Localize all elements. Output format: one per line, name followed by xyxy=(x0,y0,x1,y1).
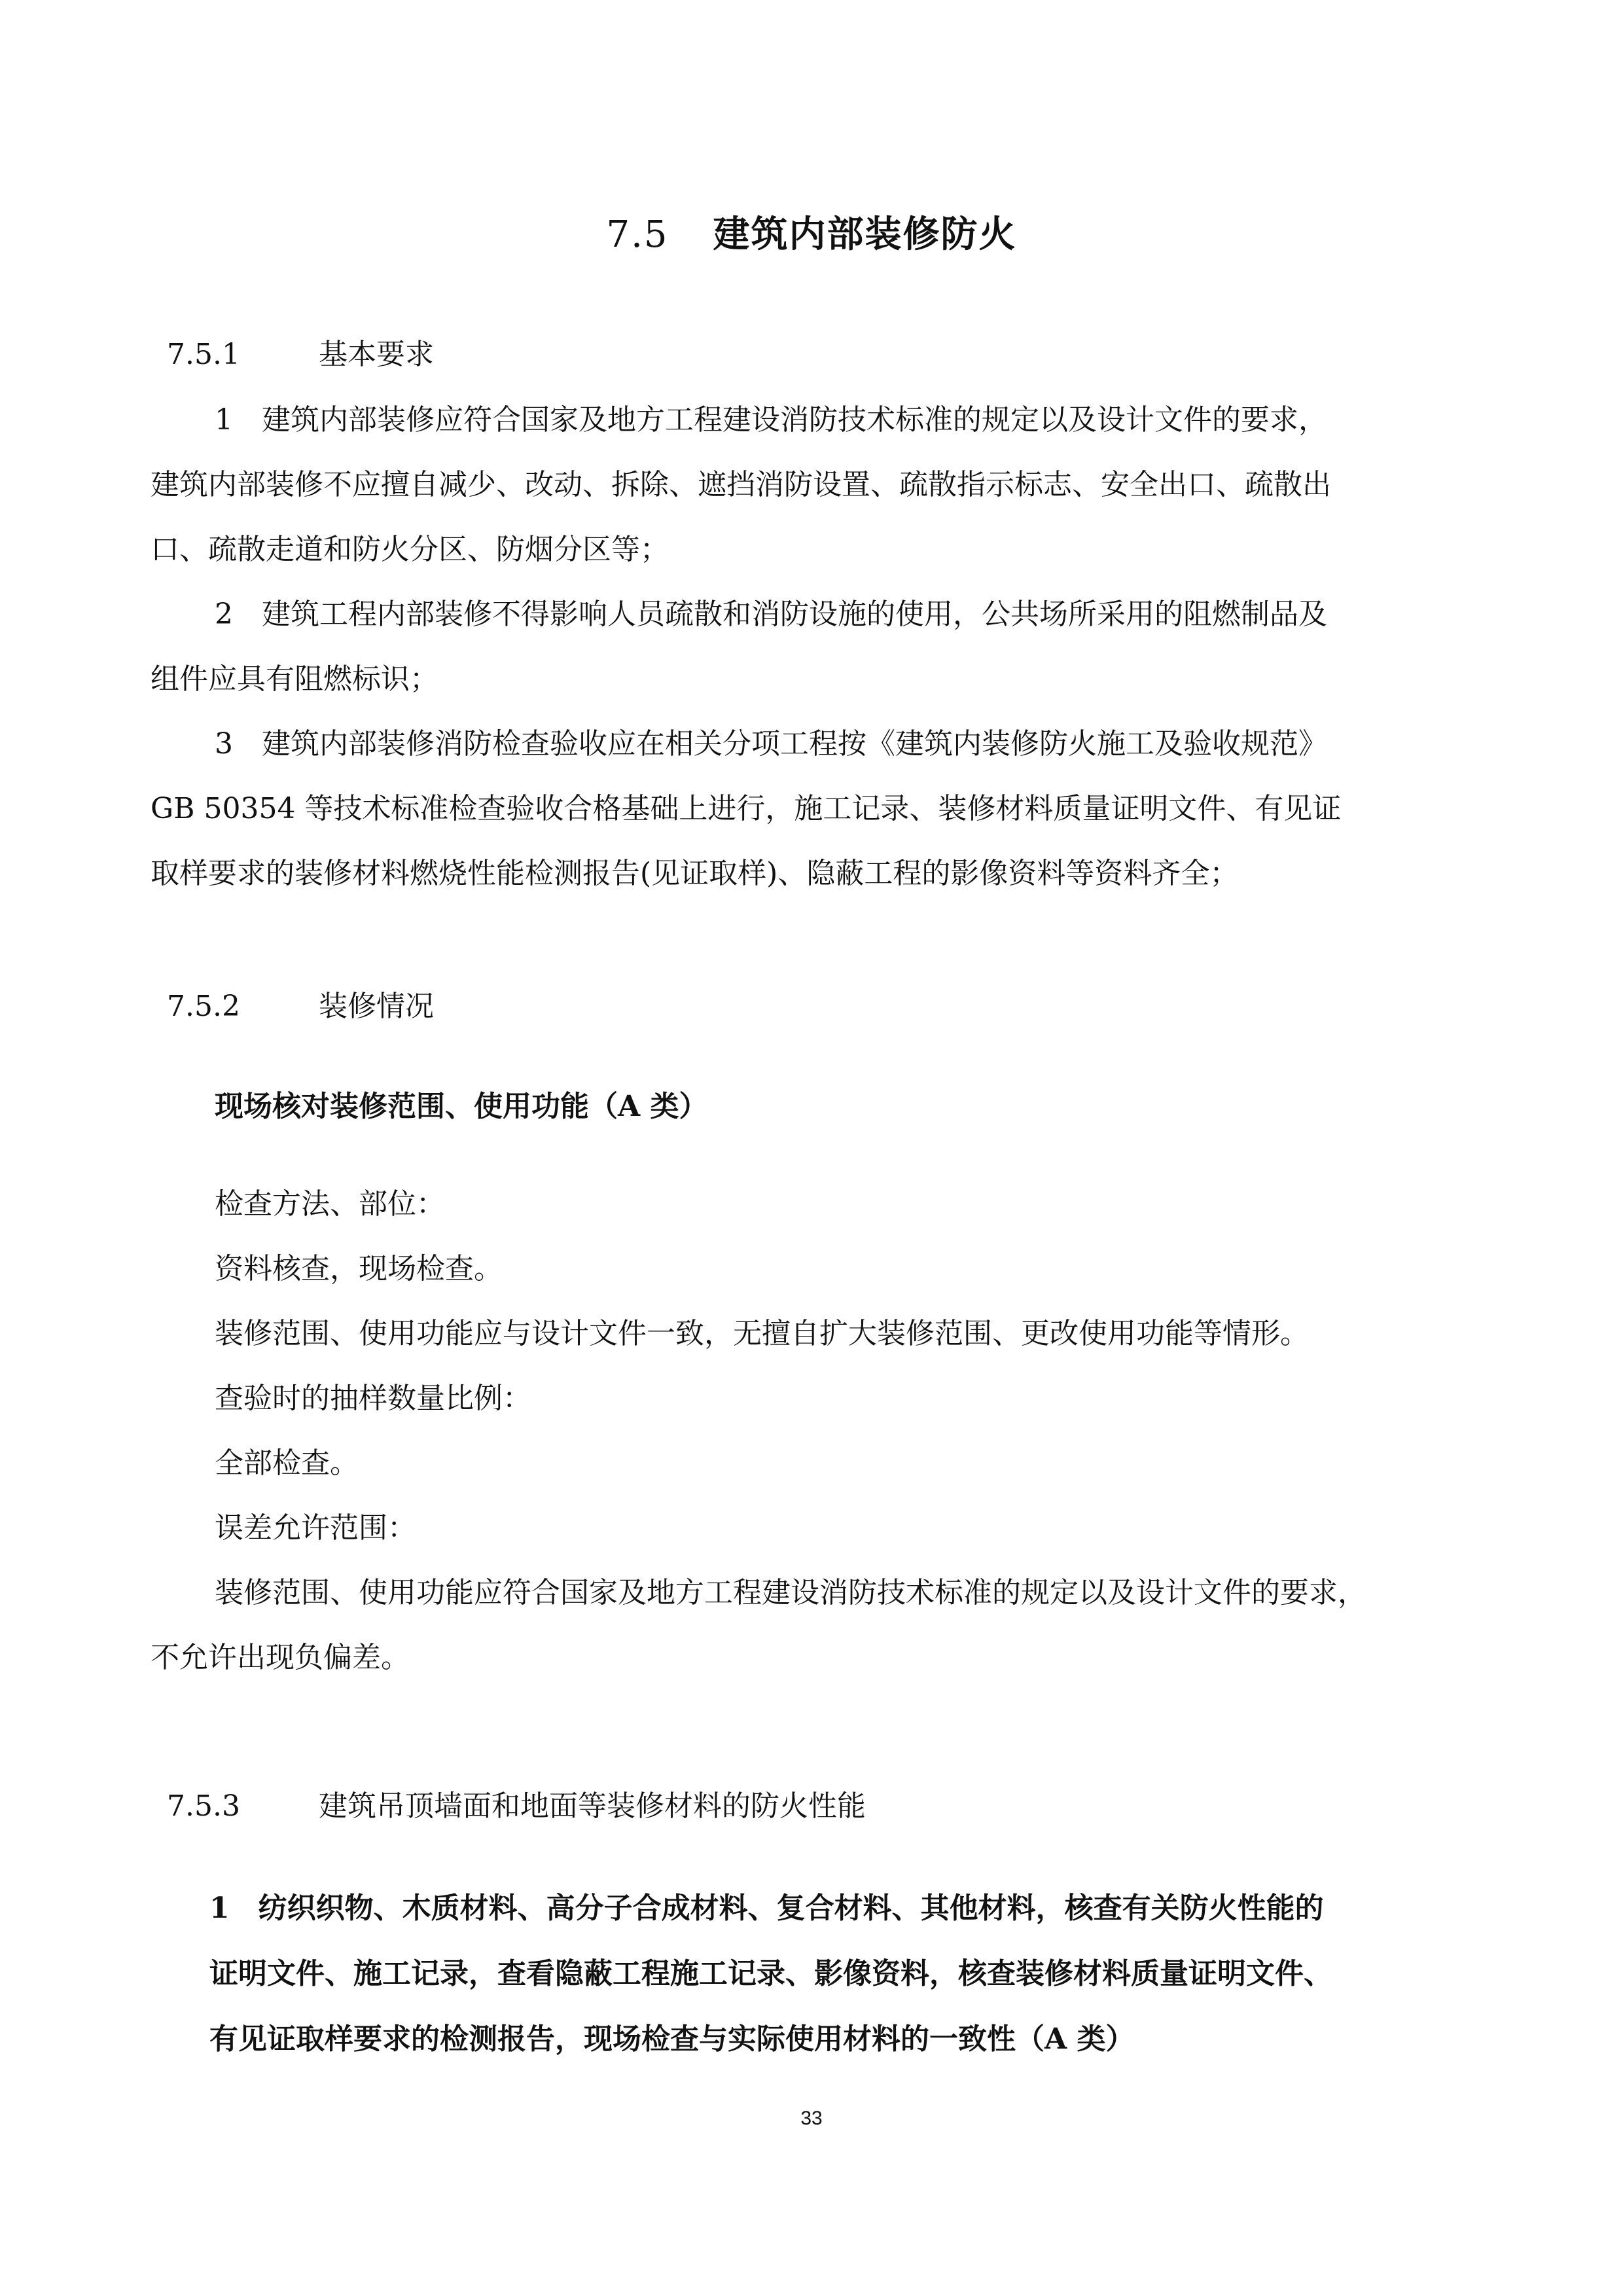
s751-p3-line3: 取样要求的装修材料燃烧性能检测报告(见证取样)、隐蔽工程的影像资料等资料齐全； xyxy=(151,857,1239,890)
s752-line: 误差允许范围： xyxy=(215,1511,416,1545)
s751-p2-line2: 组件应具有阻燃标识； xyxy=(151,662,438,696)
s752-line: 不允许出现负偏差。 xyxy=(151,1641,410,1674)
s752-line: 检查方法、部位： xyxy=(215,1187,445,1221)
s752-line: 装修范围、使用功能应与设计文件一致，无擅自扩大装修范围、更改使用功能等情形。 xyxy=(215,1317,1309,1350)
s751-p1-line3: 口、疏散走道和防火分区、防烟分区等； xyxy=(151,533,669,566)
section-title xyxy=(0,208,1623,261)
s753-item1 xyxy=(209,1876,1332,2072)
s753-item1-line3: 有见证取样要求的检测报告，现场检查与实际使用材料的一致性（A 类） xyxy=(209,2022,1135,2056)
section-title-text: 建筑内部装修防火 xyxy=(713,213,1017,256)
subsection-heading-751 xyxy=(167,335,434,374)
section-number: 7.5 xyxy=(606,213,669,256)
s753-item1-line1: 1 纺织织物、木质材料、高分子合成材料、复合材料、其他材料，核查有关防火性能的 xyxy=(209,1892,1324,1925)
s752-check-item: 现场核对装修范围、使用功能（A 类） xyxy=(215,1090,708,1123)
s751-body xyxy=(151,387,1341,906)
subsection-title: 装修情况 xyxy=(319,990,434,1023)
s751-p3-line2: GB 50354 等技术标准检查验收合格基础上进行，施工记录、装修材料质量证明文件、有见证 xyxy=(151,792,1342,825)
subsection-heading-752 xyxy=(167,987,434,1026)
s752-line: 资料核查，现场检查。 xyxy=(215,1252,503,1285)
subsection-title: 建筑吊顶墙面和地面等装修材料的防火性能 xyxy=(319,1789,866,1823)
s752-line: 查验时的抽样数量比例： xyxy=(215,1382,531,1415)
s752-line: 全部检查。 xyxy=(215,1446,359,1480)
subsection-number: 7.5.1 xyxy=(167,338,240,371)
s752-body xyxy=(215,1172,1366,1625)
subsection-number: 7.5.2 xyxy=(167,990,240,1023)
s751-p1-line2: 建筑内部装修不应擅自减少、改动、拆除、遮挡消防设置、疏散指示标志、安全出口、疏散出 xyxy=(151,468,1331,501)
s751-p3-line1: 3 建筑内部装修消防检查验收应在相关分项工程按《建筑内装修防火施工及验收规范》 xyxy=(215,727,1327,761)
s751-p1-line1: 1 建筑内部装修应符合国家及地方工程建设消防技术标准的规定以及设计文件的要求， xyxy=(215,403,1327,437)
s753-item1-line2: 证明文件、施工记录，查看隐蔽工程施工记录、影像资料，核查装修材料质量证明文件、 xyxy=(209,1957,1332,1990)
s752-last-line xyxy=(151,1625,410,1690)
page-number: 33 xyxy=(800,2108,823,2129)
subsection-number: 7.5.3 xyxy=(167,1789,240,1823)
subsection-heading-753 xyxy=(167,1787,866,1826)
s752-line: 装修范围、使用功能应符合国家及地方工程建设消防技术标准的规定以及设计文件的要求， xyxy=(215,1576,1366,1609)
subsection-title: 基本要求 xyxy=(319,338,434,371)
s751-p2-line1: 2 建筑工程内部装修不得影响人员疏散和消防设施的使用，公共场所采用的阻燃制品及 xyxy=(215,598,1327,631)
